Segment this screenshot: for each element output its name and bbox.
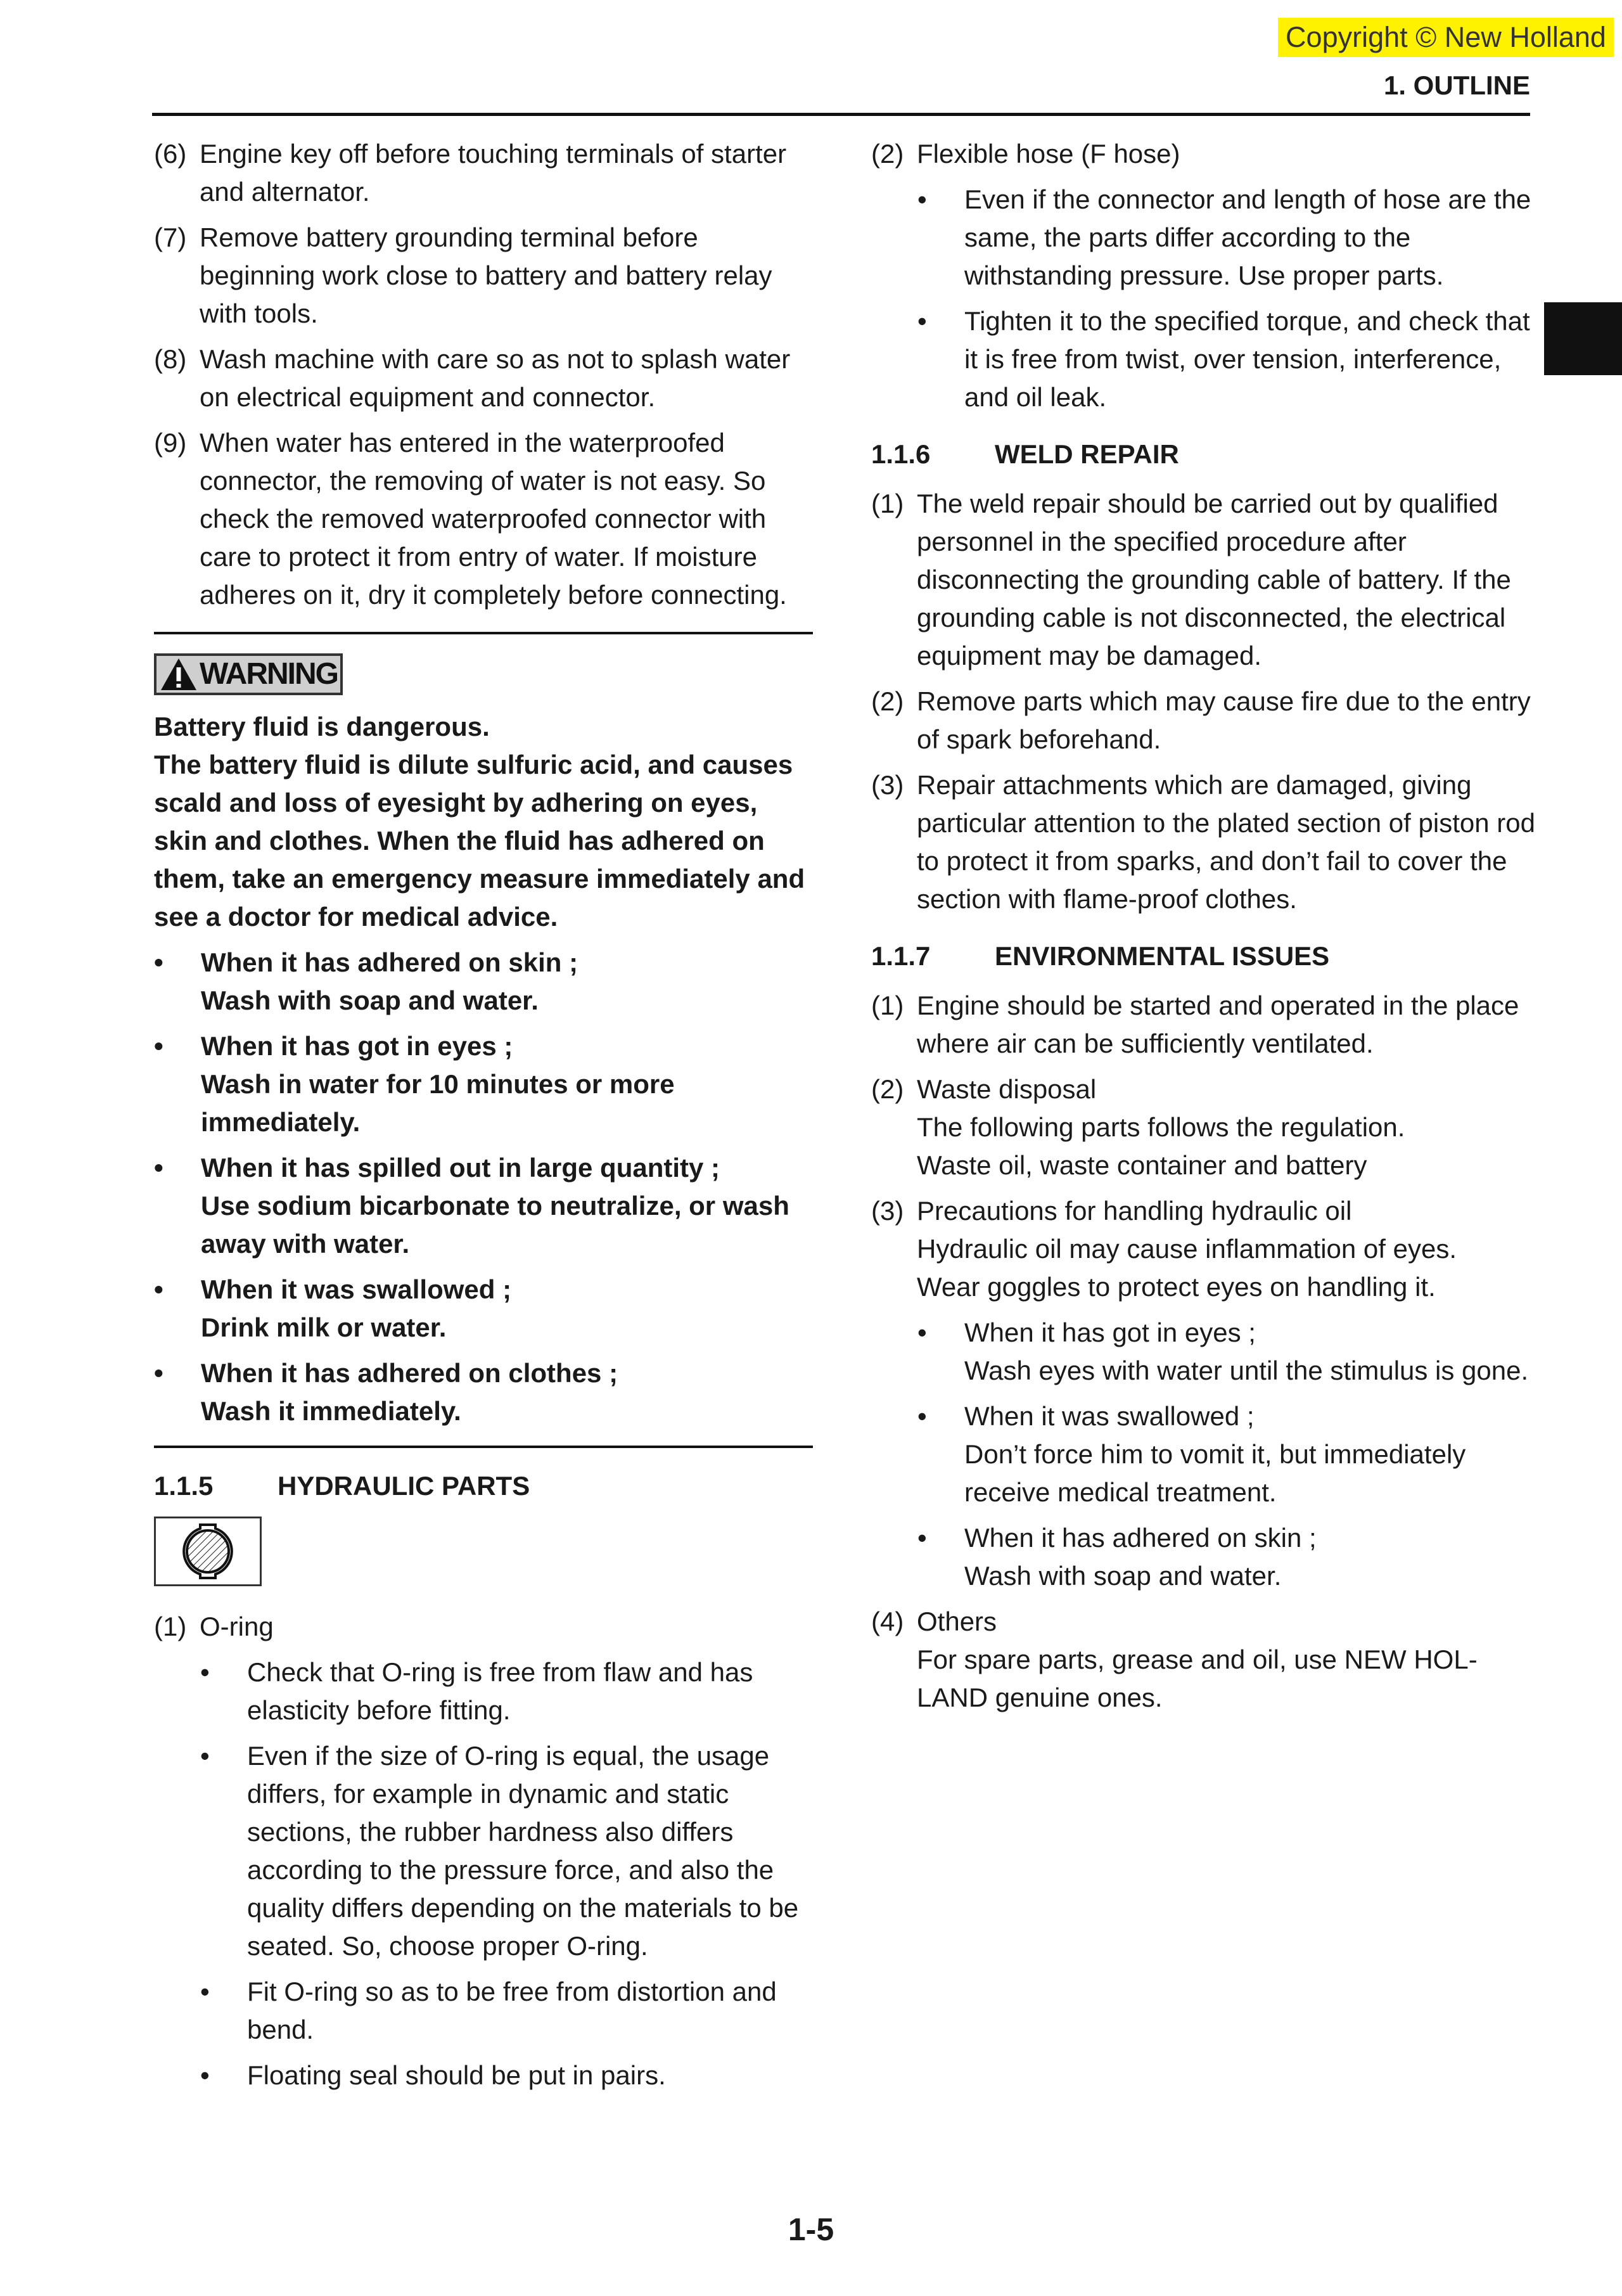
list-item: (1) O-ring (154, 1612, 274, 1641)
list-item: (1) The weld repair should be carried out by qualified personnel in the specified procedure after disconnecting the grounding cable of battery. If the grounding cable is not disconnected, the electrical equipment may be damaged. (871, 489, 1511, 670)
list-item: (3) Precautions for handling hydraulic oil Hydraulic oil may cause inflammation of eyes. Wear goggles to protect eyes on handling it. (871, 1196, 1457, 1302)
list-item: • Floating seal should be put in pairs. (200, 2056, 813, 2094)
list-item: • When it was swallowed ; Don’t force him to vomit it, but immediately receive medical treatment. (917, 1397, 1543, 1511)
list-item: • Check that O-ring is free from flaw and has elasticity before fitting. (200, 1653, 813, 1729)
chapter-title: 1. OUTLINE (1383, 70, 1530, 100)
bullet-dot: • (154, 1358, 163, 1388)
list-item: (2) Waste disposal The following parts follows the regulation. Waste oil, waste container and battery (871, 1074, 1405, 1180)
bullet-dot: • (917, 1318, 927, 1347)
list-item: (6) Engine key off before touching terminals of starter and alternator. (154, 139, 787, 207)
section-heading-hydraulic: 1.1.5 HYDRAULIC PARTS (154, 1471, 530, 1501)
list-item: (7) Remove battery grounding terminal before beginning work close to battery and battery relay with tools. (154, 222, 772, 328)
chapter-side-tab (1544, 302, 1622, 375)
oring-bullets (200, 1653, 813, 2094)
oil-bullets (917, 1314, 1543, 1595)
warning-top-rule (154, 632, 813, 634)
warning-label: WARNING (200, 657, 338, 691)
copyright-banner: Copyright © New Holland (1278, 18, 1614, 57)
list-item: (4) Others For spare parts, grease and oil, use NEW HOL-LAND genuine ones. (871, 1607, 1478, 1712)
left-column (154, 135, 813, 2102)
bullet-dot: • (917, 184, 927, 214)
list-item: (1) Engine should be started and operated in the place where air can be sufficiently ventilated. (871, 991, 1519, 1058)
list-item: • When it has adhered on skin ; Wash with soap and water. (917, 1519, 1543, 1595)
warning-bullet: • When it has adhered on clothes ; Wash it immediately. (154, 1354, 813, 1430)
bullet-dot: • (200, 1977, 210, 2006)
warning-bullet: • When it has adhered on skin ; Wash with soap and water. (154, 944, 813, 1020)
oring-icon (154, 1517, 262, 1586)
bullet-dot: • (154, 1031, 163, 1061)
warning-bullet: • When it has got in eyes ; Wash in water for 10 minutes or more immediately. (154, 1027, 813, 1141)
hose-bullets (917, 181, 1543, 416)
list-item: • Even if the size of O-ring is equal, the usage differs, for example in dynamic and static sections, the rubber hardness also differs according to the pressure force, and also the quality differs depending on the materials to be seated. So, choose proper O-ring. (200, 1737, 813, 1965)
bullet-dot: • (154, 1153, 163, 1183)
bullet-dot: • (154, 947, 163, 977)
list-item: (9) When water has entered in the waterproofed connector, the removing of water is not easy. So check the removed waterproofed connector with care to protect it from entry of water. If moisture adheres on it, dry it completely before connecting. (154, 428, 787, 610)
list-item: (3) Repair attachments which are damaged, giving particular attention to the plated section of piston rod to protect it from sparks, and don’t fail to cover the section with flame-proof clothes. (871, 770, 1535, 914)
list-item: (8) Wash machine with care so as not to splash water on electrical equipment and connector. (154, 344, 791, 412)
warning-triangle-icon (159, 657, 198, 692)
oring-symbol-icon (173, 1521, 243, 1582)
page-number: 1-5 (788, 2212, 834, 2247)
warning-badge (154, 653, 343, 695)
warning-lead: Battery fluid is dangerous. (154, 712, 490, 741)
list-item: • Even if the connector and length of hose are the same, the parts differ according to the withstanding pressure. Use proper parts. (917, 181, 1543, 295)
bullet-dot: • (917, 306, 927, 336)
bullet-dot: • (200, 1657, 210, 1687)
list-item: (2) Remove parts which may cause fire due to the entry of spark beforehand. (871, 686, 1531, 754)
bullet-dot: • (917, 1523, 927, 1553)
warning-bullet: • When it has spilled out in large quantity ; Use sodium bicarbonate to neutralize, or wash away with water. (154, 1149, 813, 1263)
bullet-dot: • (200, 2060, 210, 2090)
list-item: • When it has got in eyes ; Wash eyes with water until the stimulus is gone. (917, 1314, 1543, 1390)
bullet-dot: • (917, 1401, 927, 1431)
warning-body: The battery fluid is dilute sulfuric acid, and causes scald and loss of eyesight by adhering on eyes, skin and clothes. When the fluid has adhered on them, take an emergency measure immediately and see a doctor for medical advice. (154, 750, 805, 932)
list-item: • Fit O-ring so as to be free from distortion and bend. (200, 1973, 813, 2049)
section-heading-weld: 1.1.6 WELD REPAIR (871, 439, 1179, 469)
header-rule (152, 113, 1530, 116)
right-column (871, 135, 1543, 1724)
section-heading-environmental: 1.1.7 ENVIRONMENTAL ISSUES (871, 941, 1330, 971)
list-item: (2) Flexible hose (F hose) (871, 139, 1180, 169)
warning-bullet: • When it was swallowed ; Drink milk or water. (154, 1271, 813, 1347)
bullet-dot: • (200, 1741, 210, 1771)
bullet-dot: • (154, 1274, 163, 1304)
list-item: • Tighten it to the specified torque, and check that it is free from twist, over tension, interference, and oil leak. (917, 302, 1543, 416)
warning-bottom-rule (154, 1446, 813, 1448)
